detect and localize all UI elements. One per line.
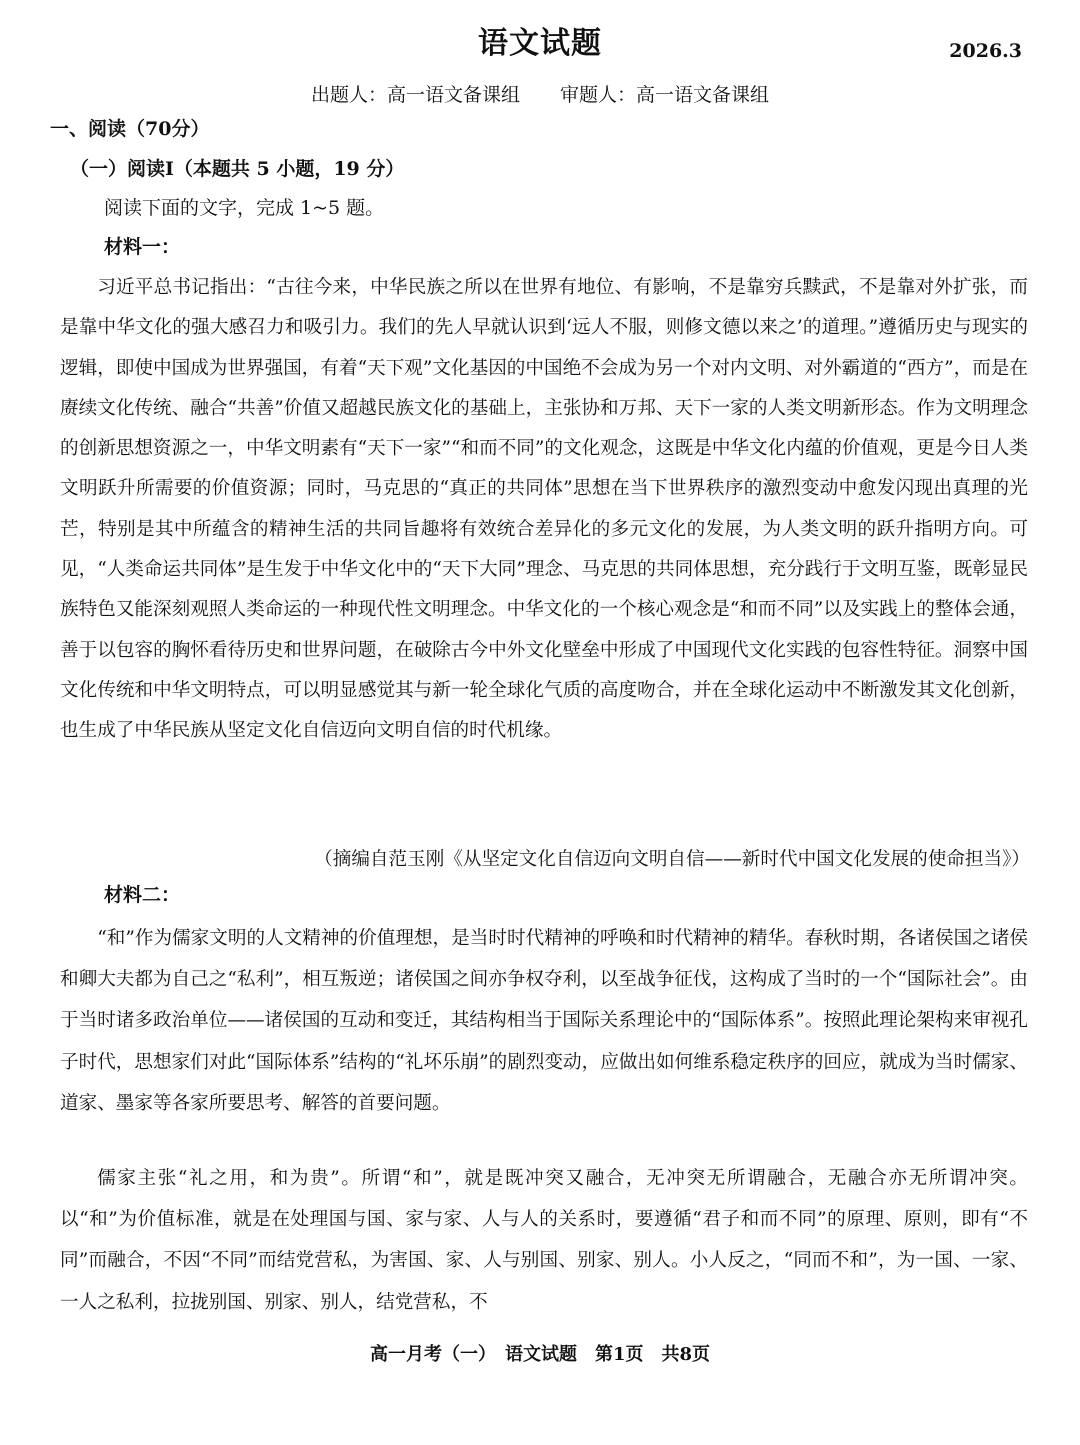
material1-source: （摘编自范玉刚《从坚定文化自信迈向文明自信——新时代中国文化发展的使命担当》） bbox=[314, 849, 1030, 870]
material2-label: 材料二： bbox=[104, 884, 181, 906]
reviewer-label: 审题人：高一语文备课组 bbox=[560, 84, 770, 106]
material1-label: 材料一： bbox=[104, 236, 181, 258]
setter-label: 出题人：高一语文备课组 bbox=[310, 84, 520, 106]
section-heading: 一、阅读（70分） bbox=[50, 118, 210, 140]
material2-paragraph-2: 儒家主张“礼之用，和为贵”。所谓“和”，就是既冲突又融合，无冲突无所谓融合，无融合亦无所谓冲突。以“和”为价值标准，就是在处理国与国、家与家、人与人的关系时，要遵循“君子和而不同”的原理、原则，即有“不同”而融合，不因“不同”而结党营私，为害国、家、人与别国、别家、别人。小人反之，“同而不和”，为一国、一家、一人之私利，拉拢别国、别家、别人，结党营私，不 bbox=[60, 1168, 1028, 1313]
material1-text: 习近平总书记指出：“古往今来，中华民族之所以在世界有地位、有影响，不是靠穷兵黩武，不是靠对外扩张，而是靠中华文化的强大感召力和吸引力。我们的先人早就认识到‘远人不服，则修文德以来之’的道理。”遵循历史与现实的逻辑，即使中国成为世界强国，有着“天下观”文化基因的中国绝不会成为另一个对内文明、对外霸道的“西方”，而是在赓续文化传统、融合“共善”价值又超越民族文化的基础上，主张协和万邦、天下一家的人类文明新形态。作为文明理念的创新思想资源之一，中华文明素有“天下一家”“和而不同”的文化观念，这既是中华文化内蕴的价值观，更是今日人类文明跃升所需要的价值资源；同时，马克思的“真正的共同体”思想在当下世界秩序的激烈变动中愈发闪现出真理的光芒，特别是其中所蕴含的精神生活的共同旨趣将有效统合差异化的多元文化的发展，为人类文明的跃升指明方向。可见，“人类命运共同体”是生发于中华文化中的“天下大同”理念、马克思的共同体思想，充分践行于文明互鉴，既彰显民族特色又能深刻观照人类命运的一种现代性文明理念。中华文化的一个核心观念是“和而不同”以及实践上的整体会通，善于以包容的胸怀看待历史和世界问题，在破除古今中外文化壁垒中形成了中国现代文化实践的包容性特征。洞察中国文化传统和中华文明特点，可以明显感觉其与新一轮全球化气质的高度吻合，并在全球化运动中不断激发其文化创新，也生成了中华民族从坚定文化自信迈向文明自信的时代机缘。 bbox=[60, 277, 1028, 742]
page-title: 语文试题 bbox=[478, 26, 602, 61]
authors-line bbox=[0, 80, 1080, 107]
instruction-text: 阅读下面的文字，完成 1~5 题。 bbox=[104, 197, 385, 219]
subsection-heading: （一）阅读I（本题共 5 小题，19 分） bbox=[70, 158, 405, 180]
material2-paragraph-1: “和”作为儒家文明的人文精神的价值理想，是当时时代精神的呼唤和时代精神的精华。春秋时期，各诸侯国之诸侯和卿大夫都为自己之“私利”，相互叛逆；诸侯国之间亦争权夺利，以至战争征伐，这构成了当时的一个“国际社会”。由于当时诸多政治单位——诸侯国的互动和变迁，其结构相当于国际关系理论中的“国际体系”。按照此理论架构来审视孔子时代，思想家们对此“国际体系”结构的“礼坏乐崩”的剧烈变动，应做出如何维系稳定秩序的回应，就成为当时儒家、道家、墨家等各家所要思考、解答的首要问题。 bbox=[60, 928, 1028, 1114]
page-footer: 高一月考（一） 语文试题 第1页 共8页 bbox=[369, 1344, 711, 1365]
exam-date: 2026.3 bbox=[949, 40, 1022, 62]
